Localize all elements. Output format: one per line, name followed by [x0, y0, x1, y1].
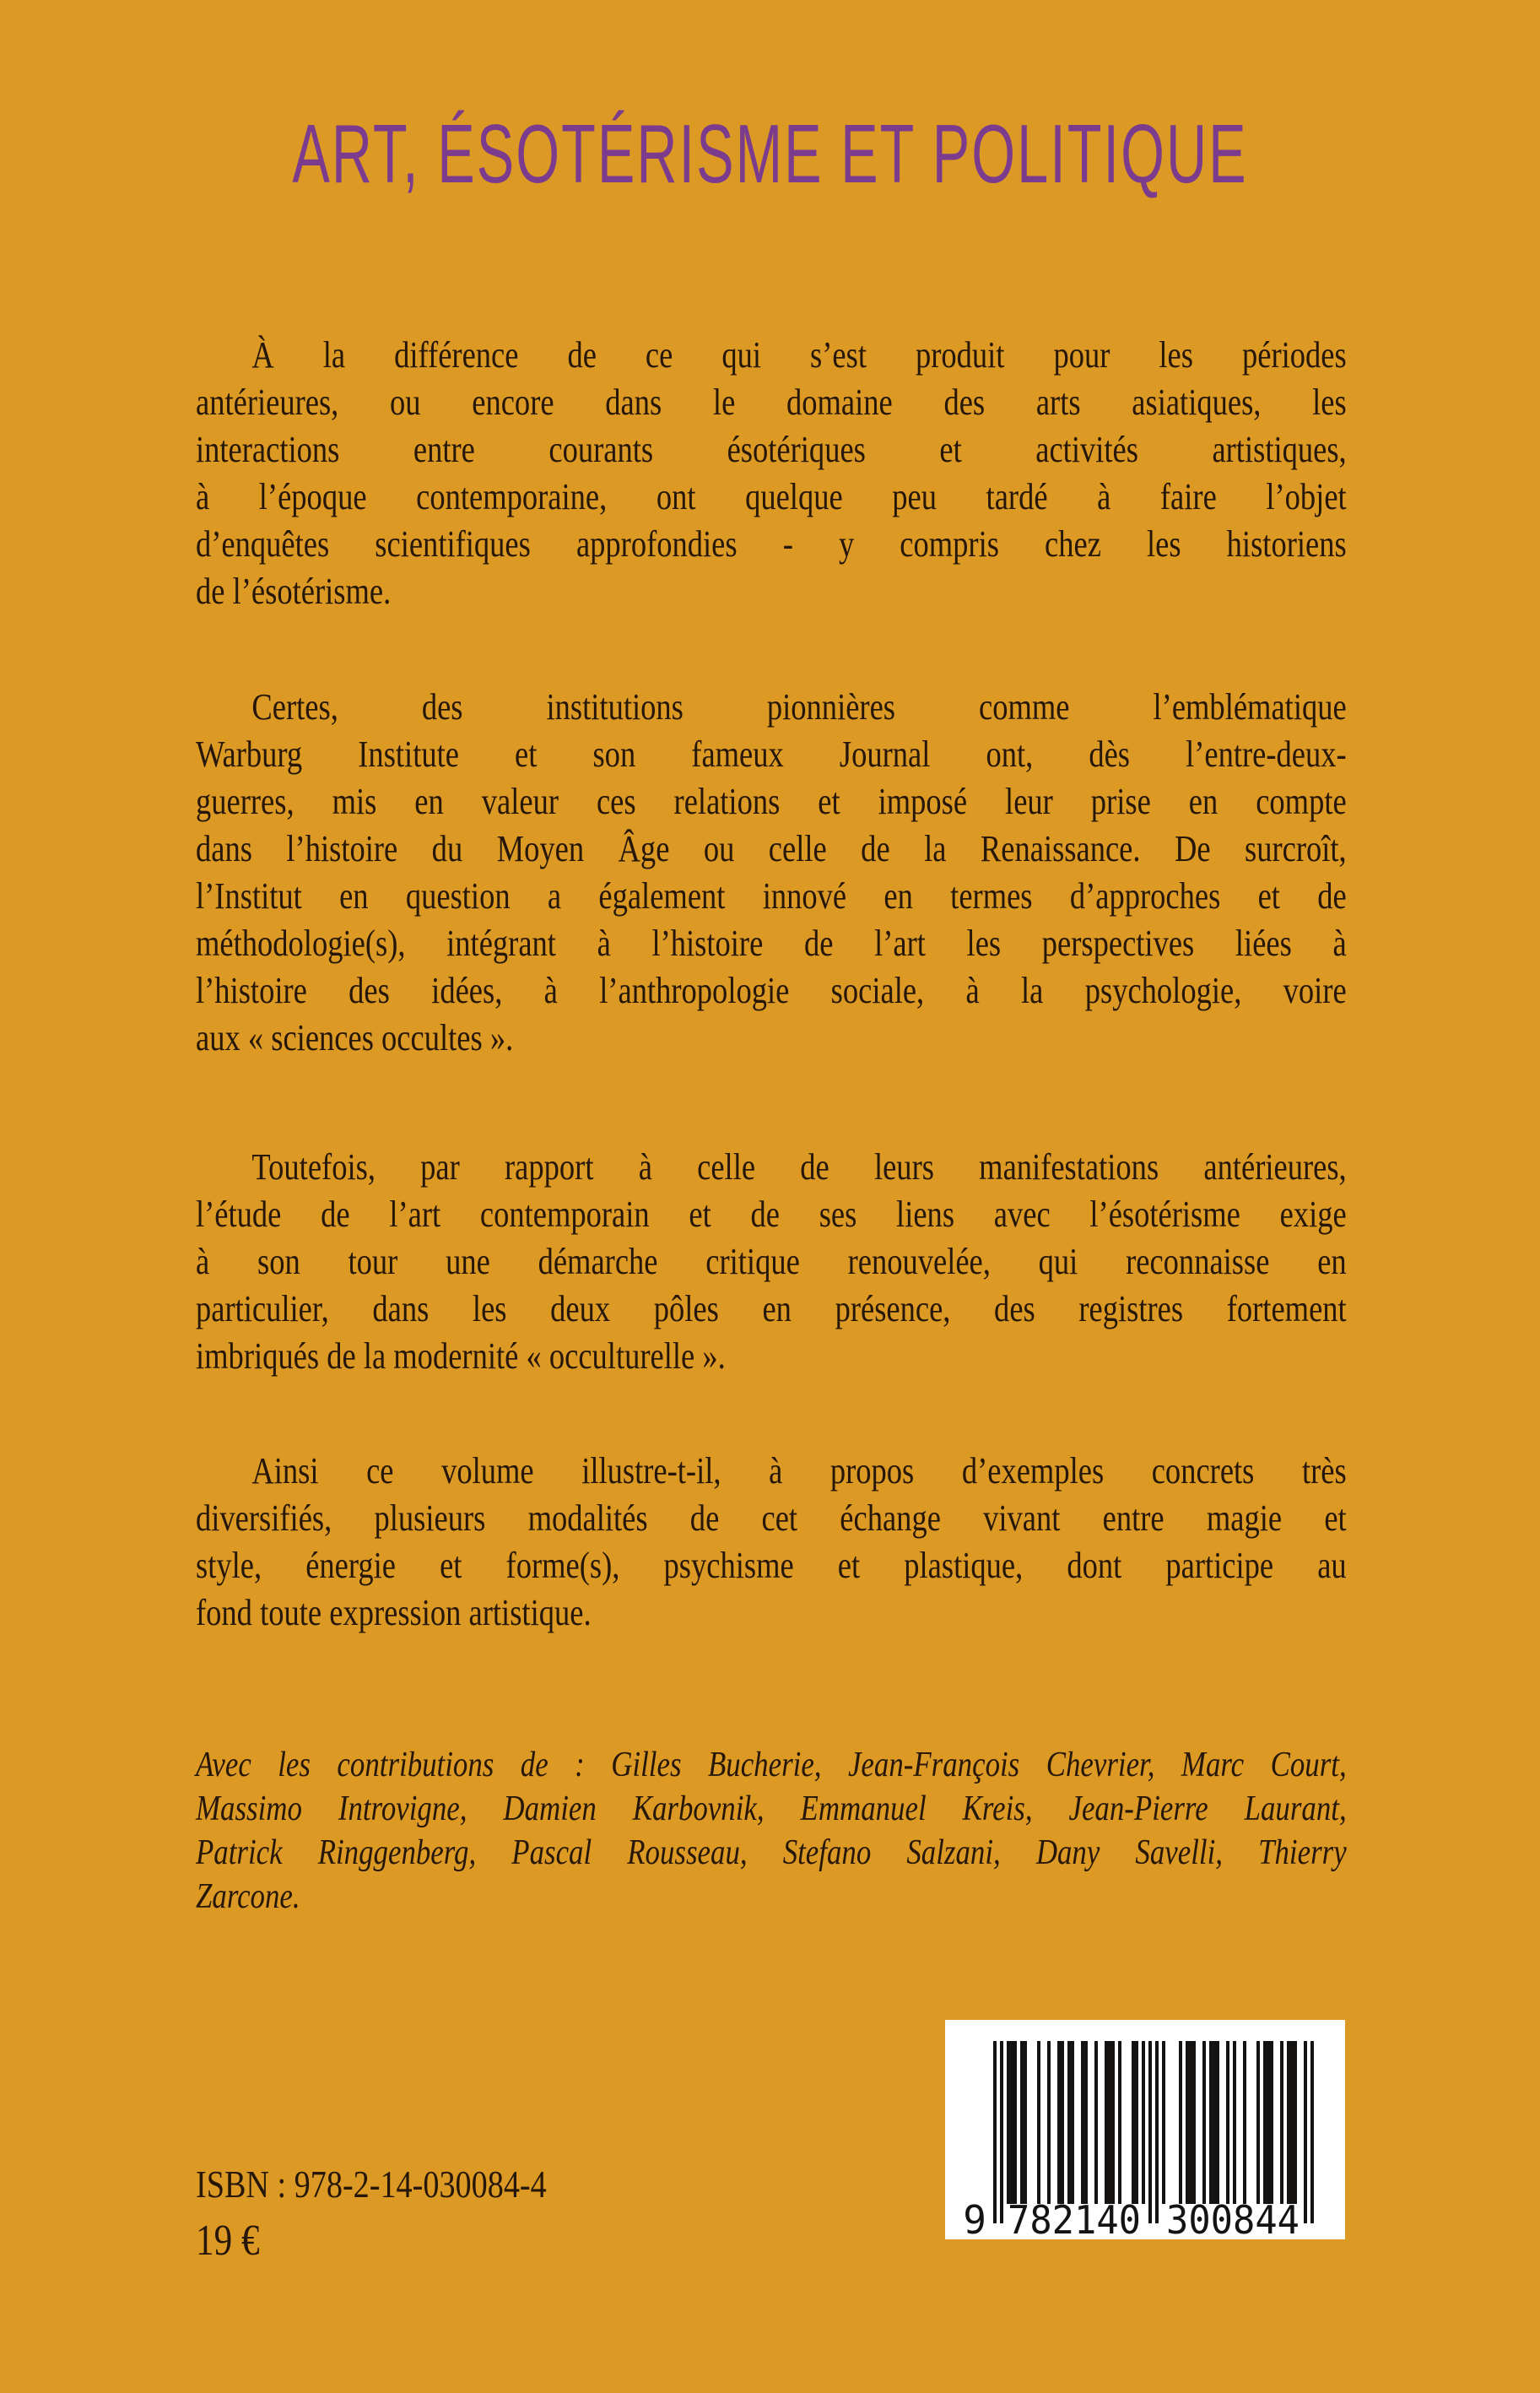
text-line: à l’époque contemporaine, ont quelque peu tardé à faire l’objet: [196, 476, 1347, 517]
paragraph: [196, 1144, 1347, 1380]
text-line: l’histoire des idées, à l’anthropologie sociale, à la psychologie, voire: [196, 970, 1347, 1011]
text-line: dans l’histoire du Moyen Âge ou celle de la Renaissance. De surcroît,: [196, 828, 1347, 869]
text-line: style, énergie et forme(s), psychisme et plastique, dont participe au: [196, 1545, 1347, 1586]
barcode-digits: 782140: [1008, 2197, 1141, 2239]
text-line: Avec les contributions de : Gilles Bucherie, Jean-François Chevrier, Marc Court,: [196, 1746, 1347, 1784]
text-line: Warburg Institute et son fameux Journal ont, dès l’entre-deux-: [196, 734, 1347, 775]
text-line: l’Institut en question a également innové en termes d’approches et de: [196, 875, 1347, 917]
text-line: Toutefois, par rapport à celle de leurs manifestations antérieures,: [251, 1146, 1347, 1188]
barcode: [945, 2020, 1345, 2239]
text-line: antérieures, ou encore dans le domaine des arts asiatiques, les: [196, 382, 1347, 423]
text-line: imbriqués de la modernité « occulturelle ».: [196, 1335, 726, 1377]
barcode-digits: 300844: [1166, 2197, 1300, 2239]
price-label: 19 €: [196, 2217, 260, 2265]
barcode-digits: 9: [963, 2197, 986, 2239]
text-line: guerres, mis en valeur ces relations et imposé leur prise en compte: [196, 781, 1347, 822]
contributors: [196, 1743, 1347, 1919]
text-line: à son tour une démarche critique renouvelée, qui reconnaisse en: [196, 1241, 1347, 1282]
text-line: Ainsi ce volume illustre-t-il, à propos d’exemples concrets très: [251, 1450, 1347, 1492]
text-line: l’étude de l’art contemporain et de ses liens avec l’ésotérisme exige: [196, 1194, 1347, 1235]
paragraph: [196, 1448, 1347, 1637]
isbn-label: ISBN : 978-2-14-030084-4: [196, 2163, 547, 2206]
text-line: Patrick Ringgenberg, Pascal Rousseau, Stefano Salzani, Dany Savelli, Thierry: [196, 1833, 1347, 1872]
text-line: d’enquêtes scientifiques approfondies - y compris chez les historiens: [196, 523, 1347, 565]
text-line: interactions entre courants ésotériques et activités artistiques,: [196, 429, 1347, 470]
book-title: ART, ÉSOTÉRISME ET POLITIQUE: [292, 107, 1248, 200]
text-line: de l’ésotérisme.: [196, 571, 392, 612]
text-line: diversifiés, plusieurs modalités de cet échange vivant entre magie et: [196, 1497, 1347, 1539]
text-line: aux « sciences occultes ».: [196, 1017, 514, 1058]
text-line: méthodologie(s), intégrant à l’histoire de l’art les perspectives liées à: [196, 923, 1347, 964]
paragraph: [196, 332, 1347, 615]
text-line: Certes, des institutions pionnières comme l’emblématique: [251, 686, 1347, 728]
text-line: Massimo Introvigne, Damien Karbovnik, Emmanuel Kreis, Jean-Pierre Laurant,: [196, 1789, 1347, 1828]
text-line: fond toute expression artistique.: [196, 1592, 592, 1633]
text-line: particulier, dans les deux pôles en présence, des registres fortement: [196, 1288, 1347, 1329]
paragraph: [196, 684, 1347, 1062]
barcode-bars: [945, 2020, 1345, 2239]
text-line: À la différence de ce qui s’est produit pour les périodes: [251, 334, 1347, 376]
text-line: Zarcone.: [196, 1877, 300, 1916]
